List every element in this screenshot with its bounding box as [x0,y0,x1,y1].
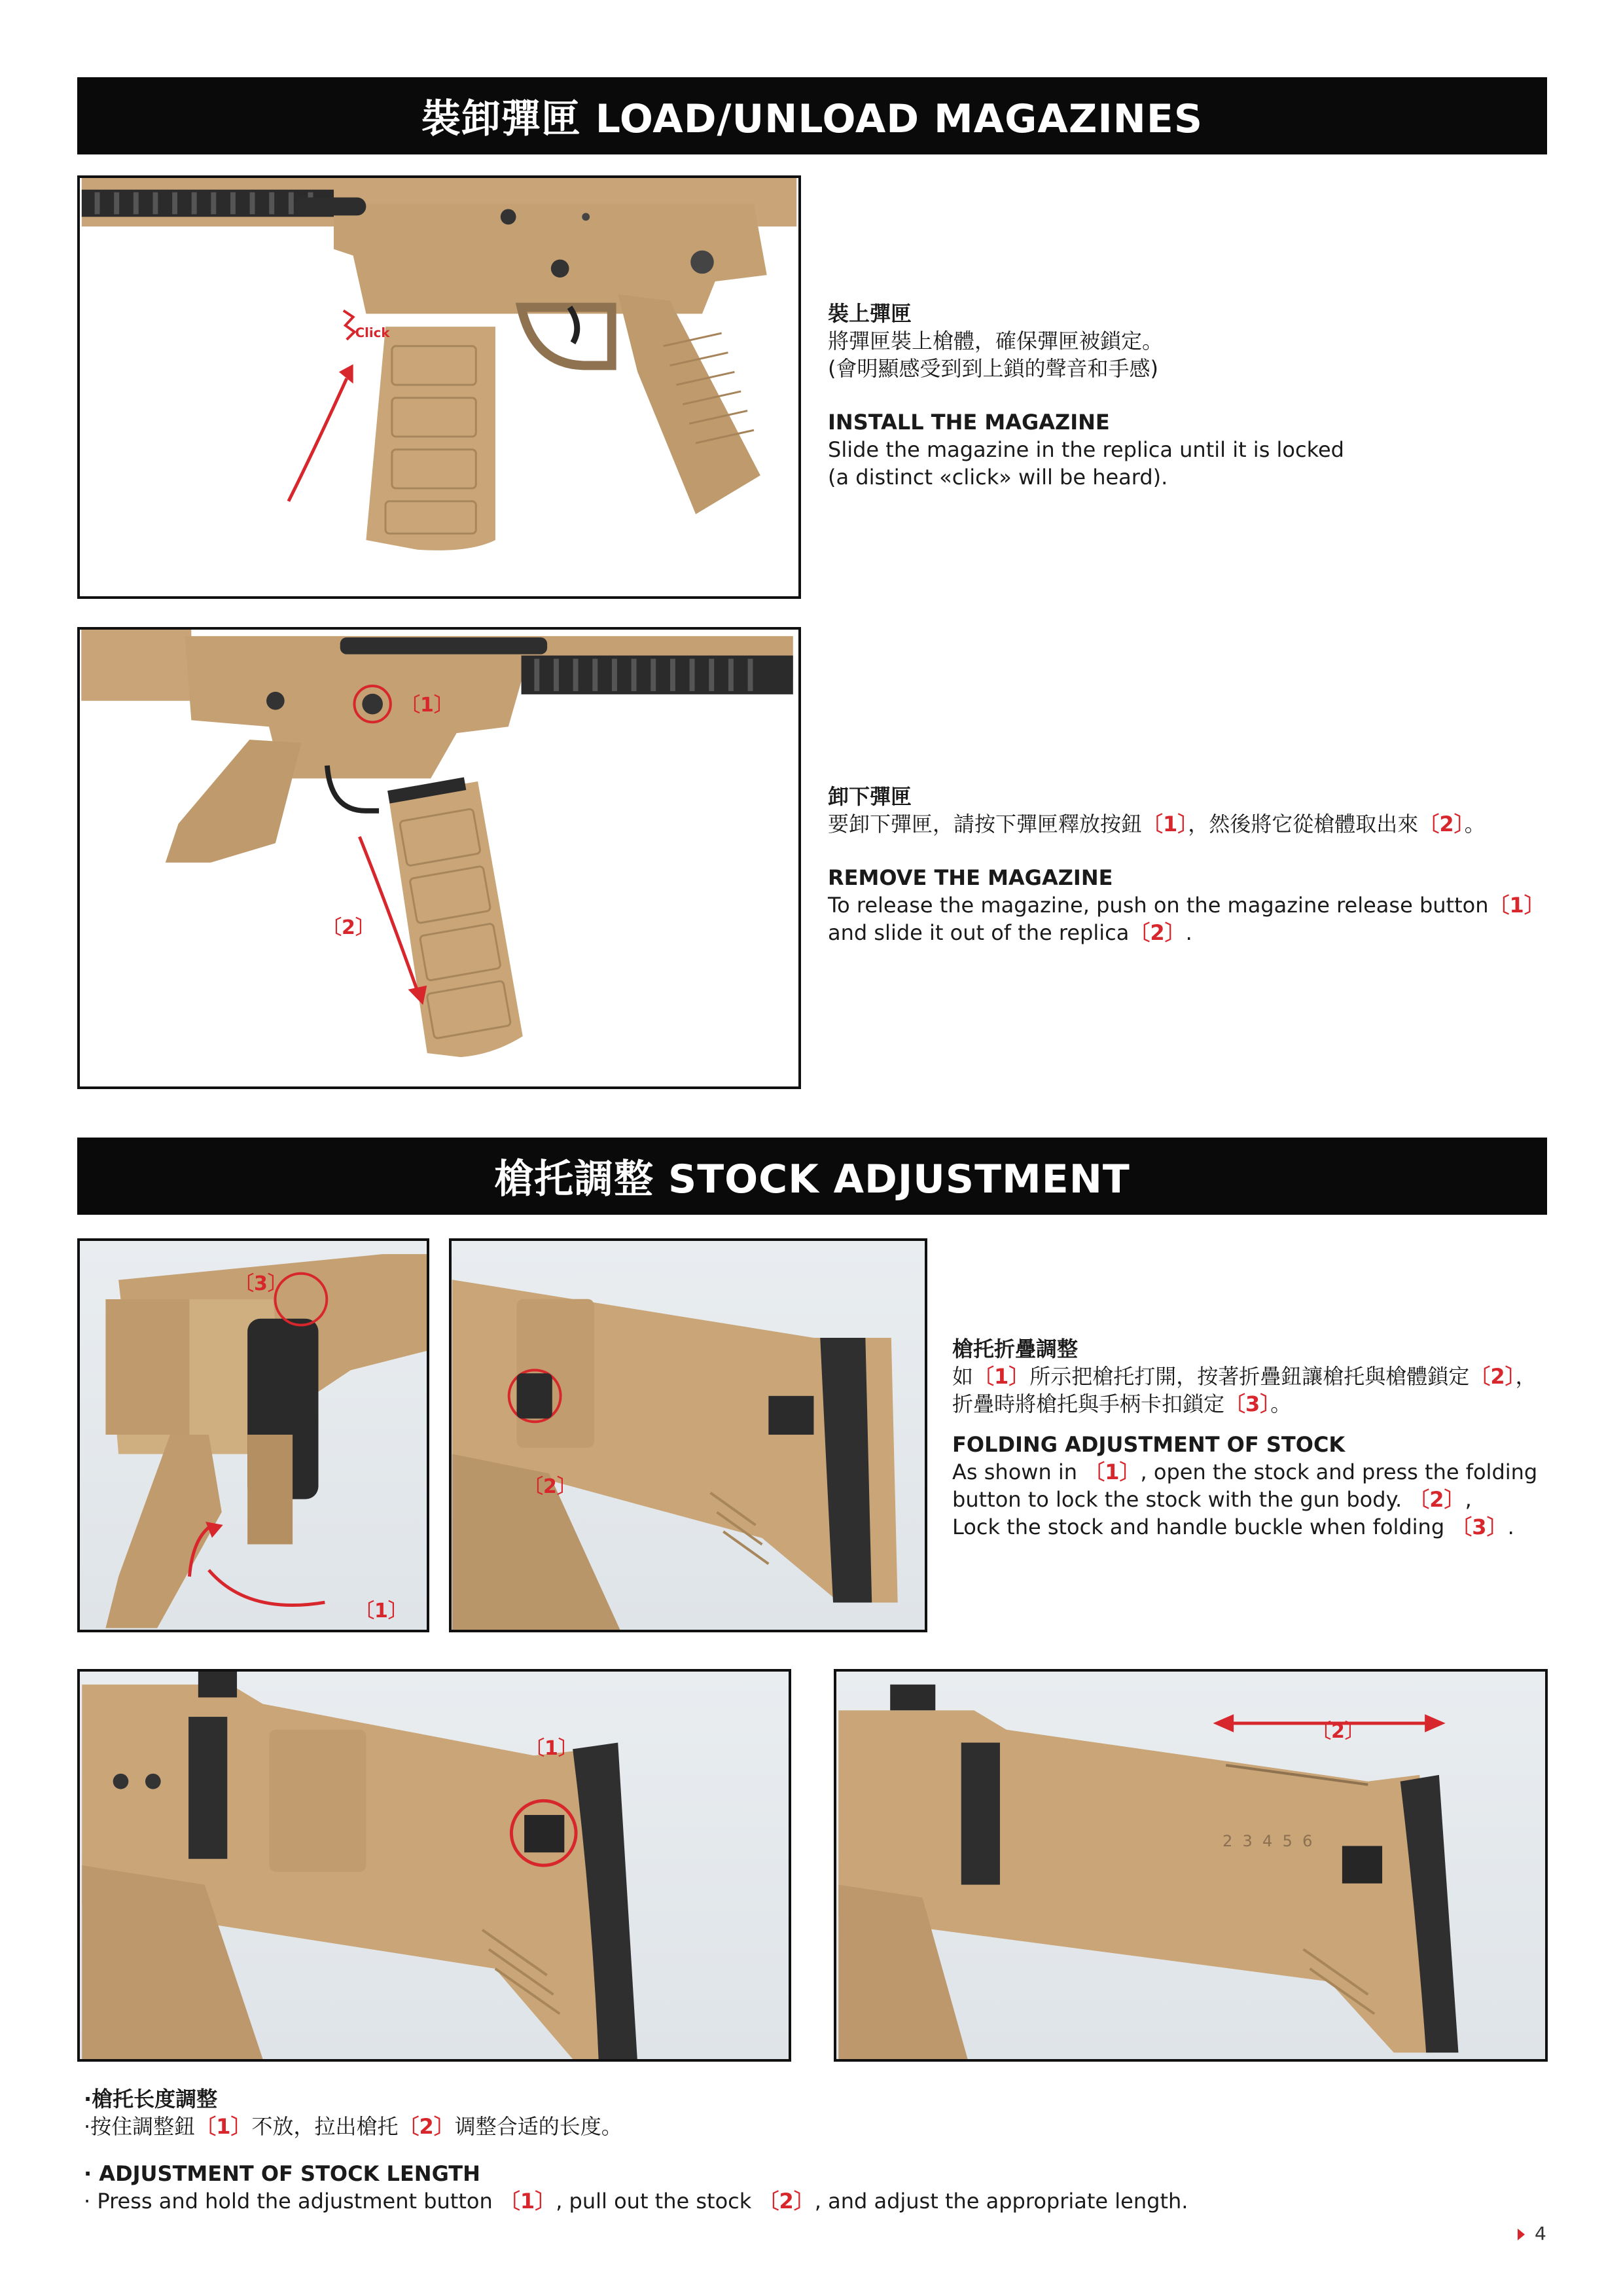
callout-1-adjustment-button: 〔1〕 [525,1737,578,1760]
install-magazine-image [77,175,801,599]
remove-magazine-text [828,783,1545,946]
stock-length-text [84,2085,1188,2215]
length-line-en: · Press and hold the adjustment button 〔1〕, pull out the stock 〔2〕, and adjust the appropriate length. [84,2189,1188,2214]
install-line-zh-1: 將彈匣裝上槍體，確保彈匣被鎖定。 [828,329,1164,353]
length-button-illustration [80,1672,789,2059]
stock-length-button-image [77,1669,791,2062]
callout-2-folding-button: 〔2〕 [524,1475,577,1498]
install-line-en-1: Slide the magazine in the replica until it is locked [828,437,1344,462]
folding-line-en-2: button to lock the stock with the gun body. 〔2〕, [952,1487,1472,1512]
section-title-load-unload: 裝卸彈匣 LOAD/UNLOAD MAGAZINES [77,77,1547,154]
remove-heading-zh: 卸下彈匣 [828,784,912,809]
length-line-zh: ·按住調整鈕〔1〕不放，拉出槍托〔2〕调整合适的长度。 [84,2114,622,2139]
install-heading-en: INSTALL THE MAGAZINE [828,410,1110,435]
install-line-zh-2: (會明顯感受到到上鎖的聲音和手感) [828,356,1158,381]
folding-line-zh-1: 如〔1〕所示把槍托打開，按著折疊鈕讓槍托與槍體鎖定〔2〕， [952,1364,1537,1389]
folding-line-en-3: Lock the stock and handle buckle when folding 〔3〕. [952,1515,1514,1539]
callout-2-pull-stock: 〔2〕 [1311,1720,1364,1743]
click-label: Click [355,325,390,340]
remove-heading-en: REMOVE THE MAGAZINE [828,865,1113,890]
callout-1-open: 〔1〕 [355,1600,408,1623]
stock-extended-image [834,1669,1548,2062]
callout-1-release-button: 〔1〕 [401,694,454,717]
install-heading-zh: 裝上彈匣 [828,301,912,326]
page-marker-icon [1518,2229,1525,2240]
stock-position-scale: 2 3 4 5 6 [1222,1832,1313,1850]
remove-line-en-1: To release the magazine, push on the magazine release button〔1〕 [828,893,1545,918]
folding-line-zh-2: 折疊時將槍托與手柄卡扣鎖定〔3〕。 [952,1391,1292,1416]
rifle-install-illustration [80,178,798,596]
folding-adjustment-text [952,1335,1537,1541]
install-magazine-text [828,300,1344,491]
install-line-en-2: (a distinct «click» will be heard). [828,465,1168,490]
length-heading-zh: ·槍托长度調整 [84,2087,218,2111]
folding-heading-zh: 槍托折疊調整 [952,1336,1079,1361]
section-title-stock-adjustment: 槍托調整 STOCK ADJUSTMENT [77,1138,1547,1215]
callout-2-slide-out: 〔2〕 [322,916,375,939]
remove-line-en-2: and slide it out of the replica〔2〕. [828,920,1192,945]
folding-line-en-1: As shown in 〔1〕, open the stock and press the folding [952,1460,1538,1484]
remove-line-zh: 要卸下彈匣，請按下彈匣釋放按鈕〔1〕，然後將它從槍體取出來〔2〕。 [828,812,1486,836]
stock-folded-image [77,1238,429,1632]
folded-stock-illustration [80,1241,427,1630]
folding-heading-en: FOLDING ADJUSTMENT OF STOCK [952,1432,1346,1457]
folding-button-illustration [452,1241,925,1630]
callout-3-buckle: 〔3〕 [234,1272,287,1295]
stock-folding-button-image [449,1238,927,1632]
page-number: 4 [1535,2223,1546,2244]
remove-magazine-image [77,627,801,1089]
length-heading-en: · ADJUSTMENT OF STOCK LENGTH [84,2161,480,2186]
extended-stock-illustration [836,1672,1545,2059]
